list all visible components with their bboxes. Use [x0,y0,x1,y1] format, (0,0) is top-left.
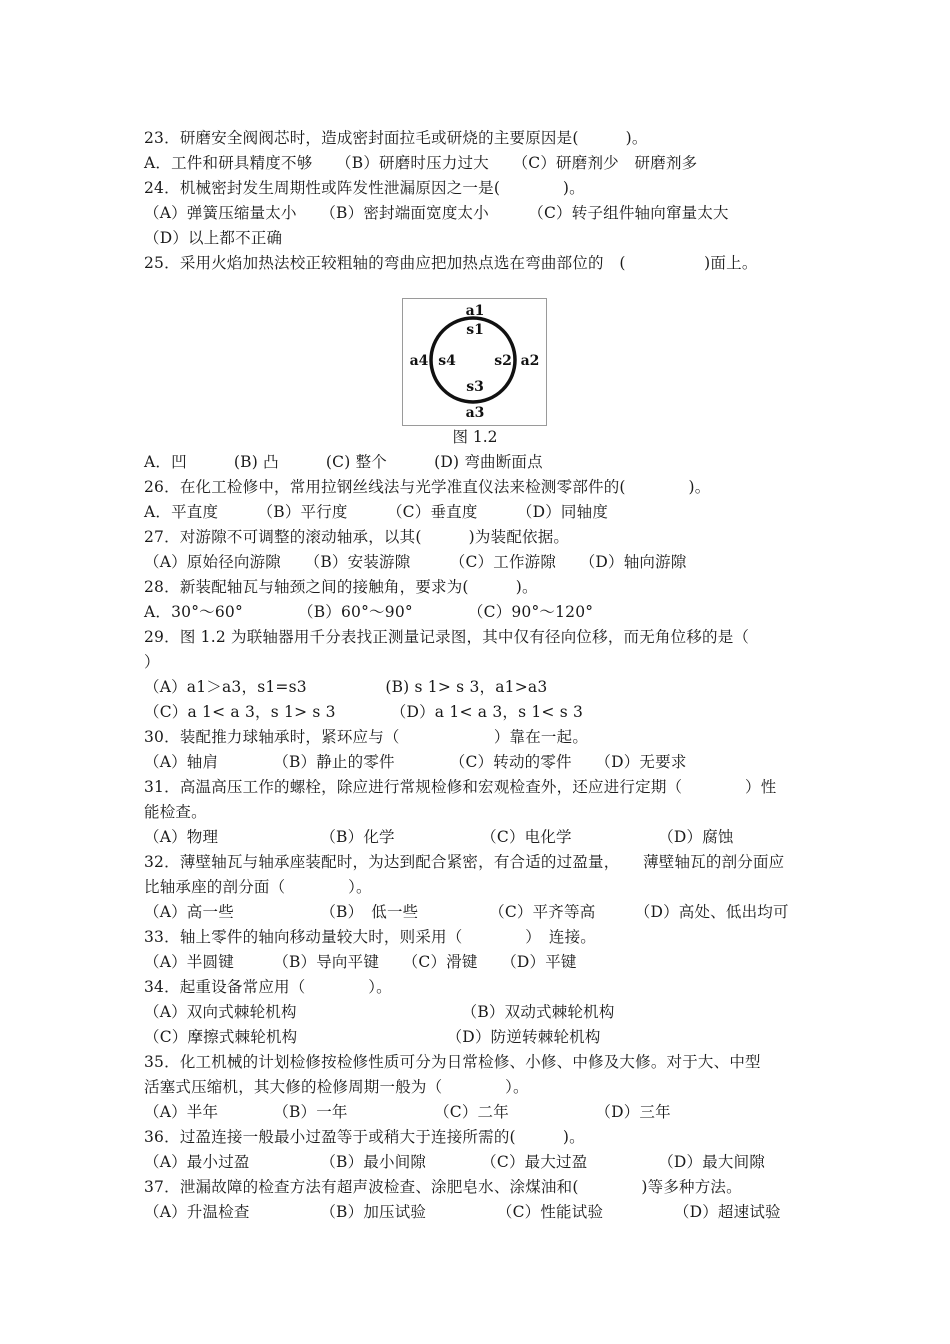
figure-coupling-alignment-diagram [402,298,547,426]
text-line: 29．图 1.2 为联轴器用千分表找正测量记录图，其中仅有径向位移，而无角位移的是（ [144,628,750,646]
label-s1: s1 [466,322,484,338]
text-line: （C）摩擦式棘轮机构 （D）防逆转棘轮机构 [144,1028,601,1046]
text-line: 37．泄漏故障的检查方法有超声波检查、涂肥皂水、涂煤油和( )等多种方法。 [144,1178,742,1196]
text-line: A．30°～60° （B）60°～90° （C）90°～120° [144,603,594,621]
coupling-circle-diagram [403,299,546,425]
text-line: 28．新装配轴瓦与轴颈之间的接触角，要求为( )。 [144,578,538,596]
text-line: （A）高一些 （B） 低一些 （C）平齐等高 （D）高处、低出均可 [144,903,789,921]
text-line: 34．起重设备常应用（ ）。 [144,978,392,996]
label-a2: a2 [520,353,540,369]
figure-caption: 图 1.2 [452,428,498,446]
text-line: （C）a 1< a 3，s 1> s 3 （D）a 1< a 3，s 1< s 3 [144,703,584,721]
text-line: （A）最小过盈 （B）最小间隙 （C）最大过盈 （D）最大间隙 [144,1153,766,1171]
text-line: 23．研磨安全阀阀芯时，造成密封面拉毛或研烧的主要原因是( )。 [144,129,648,147]
text-line: 活塞式压缩机，其大修的检修周期一般为（ ）。 [144,1078,529,1096]
text-line: 25．采用火焰加热法校正较粗轴的弯曲应把加热点选在弯曲部位的 ( )面上。 [144,254,758,272]
text-line: 32．薄壁轴瓦与轴承座装配时，为达到配合紧密，有合适的过盈量， 薄壁轴瓦的剖分面应 [144,853,785,871]
label-s4: s4 [438,353,456,369]
label-s3: s3 [466,379,484,395]
text-line: 36．过盈连接一般最小过盈等于或稍大于连接所需的( )。 [144,1128,585,1146]
label-s2: s2 [494,353,512,369]
text-line: 30．装配推力球轴承时，紧环应与（ ）靠在一起。 [144,728,589,746]
text-line: （A）升温检查 （B）加压试验 （C）性能试验 （D）超速试验 [144,1203,781,1221]
text-line: 比轴承座的剖分面（ ）。 [144,878,372,896]
text-line: （A）半年 （B）一年 （C）二年 （D）三年 [144,1103,671,1121]
text-line: A．凹 (B) 凸 (C) 整个 (D) 弯曲断面点 [144,453,543,471]
text-line: （A）原始径向游隙 （B）安装游隙 （C）工作游隙 （D）轴向游隙 [144,553,687,571]
text-line: 24．机械密封发生周期性或阵发性泄漏原因之一是( )。 [144,179,585,197]
text-line: （A）半圆键 （B）导向平键 （C）滑键 （D）平键 [144,953,577,971]
label-a3: a3 [465,405,485,421]
text-line: （A）双向式棘轮机构 （B）双动式棘轮机构 [144,1003,615,1021]
text-line: A．平直度 （B）平行度 （C）垂直度 （D）同轴度 [144,503,609,521]
text-line: 35．化工机械的计划检修按检修性质可分为日常检修、小修、中修及大修。对于大、中型 [144,1053,761,1071]
text-line: 27．对游隙不可调整的滚动轴承，以其( )为装配依据。 [144,528,570,546]
text-line: （D）以上都不正确 [144,229,283,247]
text-line: A．工件和研具精度不够 （B）研磨时压力过大 （C）研磨剂少 研磨剂多 [144,154,698,172]
label-a1: a1 [465,303,485,319]
text-line: 26．在化工检修中，常用拉钢丝线法与光学准直仪法来检测零部件的( )。 [144,478,711,496]
text-line: 31．高温高压工作的螺栓，除应进行常规检修和宏观检查外，还应进行定期（ ）性 [144,778,777,796]
text-line: （A）物理 （B）化学 （C）电化学 （D）腐蚀 [144,828,734,846]
label-a4: a4 [409,353,429,369]
text-line: （A）a1＞a3，s1=s3 (B) s 1> s 3，a1>a3 [144,678,548,696]
text-line: ） [144,653,160,671]
text-line: （A）弹簧压缩量太小 （B）密封端面宽度太小 （C）转子组件轴向窜量太大 [144,204,729,222]
text-line: 33．轴上零件的轴向移动量较大时，则采用（ ） 连接。 [144,928,596,946]
text-line: （A）轴肩 （B）静止的零件 （C）转动的零件 （D）无要求 [144,753,687,771]
text-line: 能检查。 [144,803,207,821]
